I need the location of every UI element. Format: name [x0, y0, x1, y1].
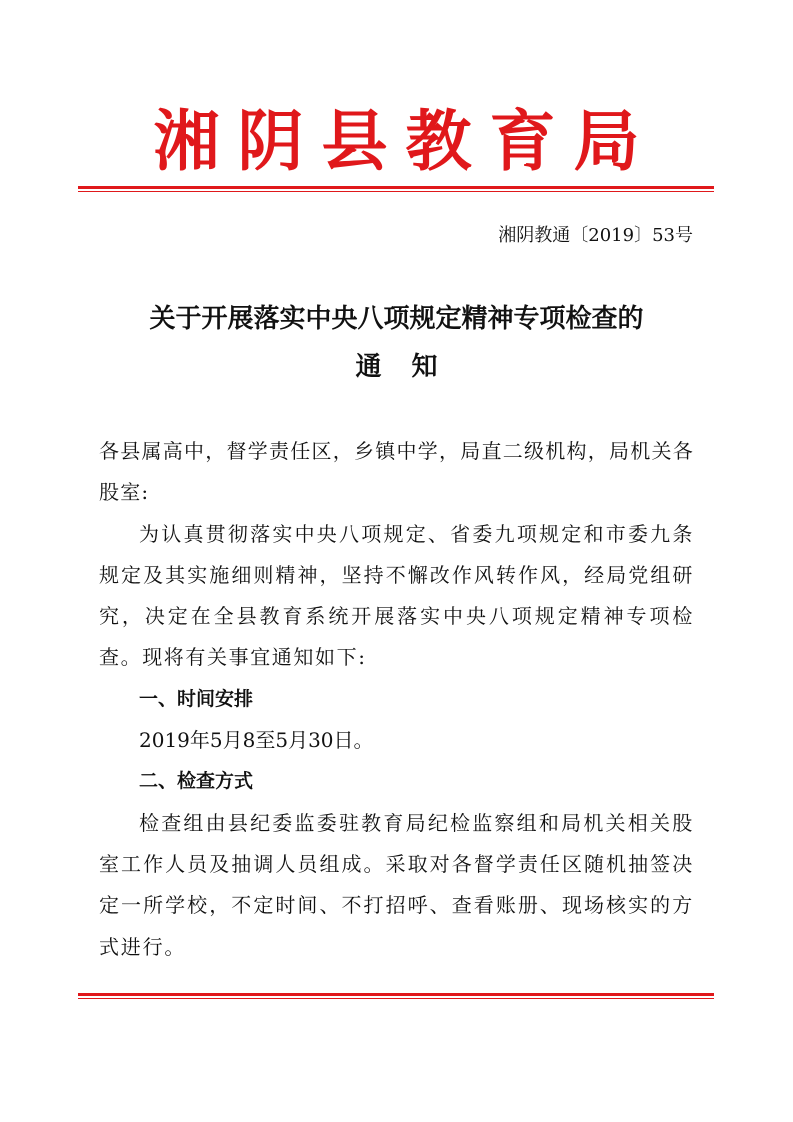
section-heading-method: 二、检查方式 — [139, 770, 254, 793]
intro-paragraph: 为认真贯彻落实中央八项规定、省委九项规定和市委九条规定及其实施细则精神，坚持不懈改作风转作风，经局党组研究，决定在全县教育系统开展落实中央八项规定精神专项检查。现将有关事宜通知如下: — [99, 521, 694, 670]
salutation: 各县属高中，督学责任区，乡镇中学，局直二级机构，局机关各股室: — [99, 439, 694, 505]
header-divider-thin — [78, 191, 714, 192]
footer-divider-thick — [78, 993, 714, 996]
section-heading-time: 一、时间安排 — [139, 687, 254, 710]
header-divider-thick — [78, 186, 714, 189]
document-body — [99, 431, 694, 968]
footer-divider-thin — [78, 998, 714, 999]
document-title-line1: 关于开展落实中央八项规定精神专项检查的 — [149, 304, 644, 334]
document-title-line2: 通知 — [355, 352, 468, 382]
document-number: 湘阴教通〔2019〕53号 — [498, 225, 693, 246]
org-name-header: 湘阴县教育局 — [153, 102, 658, 180]
section-content-method: 检查组由县纪委监委驻教育局纪检监察组和局机关相关股室工作人员及抽调人员组成。采取对各督学责任区随机抽签决定一所学校，不定时间、不打招呼、查看账册、现场核实的方式进行。 — [99, 810, 694, 959]
section-content-time: 2019年5月8至5月30日。 — [139, 728, 374, 753]
